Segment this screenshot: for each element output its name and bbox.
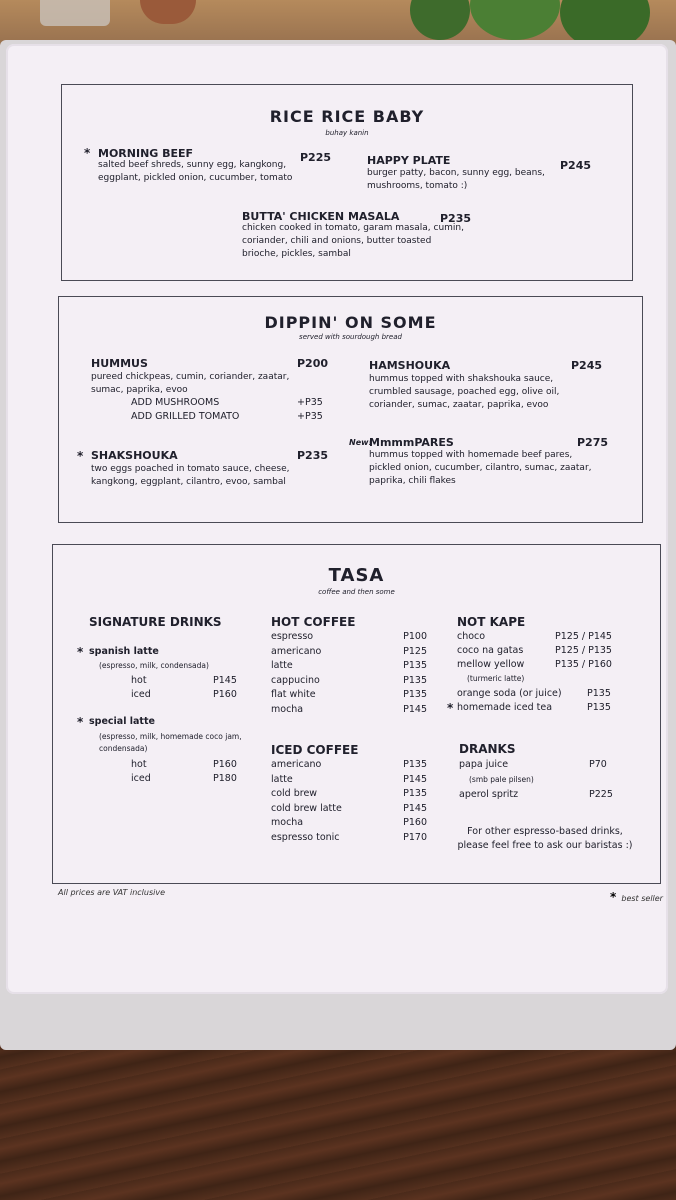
drink-name: americano: [271, 759, 322, 770]
size-label: hot: [131, 759, 147, 770]
item-name: HAPPY PLATE: [367, 154, 451, 167]
drink-price: P125: [403, 645, 427, 657]
size-price: P160: [213, 689, 237, 700]
section-title: TASA: [328, 565, 385, 586]
drink-price: P135: [587, 688, 611, 699]
best-seller-star-icon: *: [77, 449, 84, 463]
menu-row: [271, 774, 427, 789]
barista-note: [445, 825, 645, 853]
plant-pot: [140, 0, 196, 24]
section-subtitle: served with sourdough bread: [299, 333, 402, 341]
drink-price: P170: [403, 831, 427, 843]
item-name: BUTTA' CHICKEN MASALA: [242, 210, 400, 223]
column-heading: ICED COFFEE: [271, 743, 359, 757]
size-price: P180: [213, 773, 237, 784]
drink-price: P135: [403, 660, 427, 671]
section-subtitle: buhay kanin: [325, 129, 369, 137]
menu-row: [271, 817, 427, 832]
item-price: P235: [440, 212, 472, 225]
drink-note: (espresso, milk, homemade coco jam, condensada): [99, 732, 242, 753]
drink-name: papa juice: [459, 759, 509, 770]
drink-name: latte: [271, 773, 293, 785]
drink-name: mocha: [271, 817, 304, 828]
item-price: P200: [297, 357, 329, 370]
item-description: chicken cooked in tomato, garam masala, cumin, coriander, chili and onions, butter toasted brioche, pickles, sambal: [242, 223, 464, 259]
drink-name: choco: [457, 631, 486, 642]
menu-row: [271, 631, 427, 646]
best-seller-star-icon: *: [610, 890, 617, 904]
size-label: iced: [131, 773, 151, 784]
addon-name: ADD GRILLED TOMATO: [131, 411, 240, 422]
best-seller-star-icon: *: [84, 146, 91, 160]
addon-name: ADD MUSHROOMS: [131, 397, 220, 408]
drink-name: cappucino: [271, 674, 320, 686]
drink-name: special latte: [89, 716, 155, 727]
item-name: MORNING BEEF: [98, 147, 194, 160]
item-name: HUMMUS: [91, 357, 148, 370]
drink-name: americano: [271, 645, 322, 657]
new-badge: New!: [349, 438, 373, 447]
item-name: HAMSHOUKA: [369, 359, 451, 372]
drink-name: flat white: [271, 689, 316, 700]
item-price: P245: [560, 159, 592, 172]
drink-name: orange soda (or juice): [457, 688, 562, 699]
drink-price: P135: [403, 674, 427, 686]
section-tasa: [52, 544, 661, 884]
drink-price: P100: [403, 631, 427, 642]
column-heading: DRANKS: [459, 742, 516, 756]
drink-price: P135: [403, 689, 427, 700]
legend-label: best seller: [621, 894, 663, 903]
menu-row: [271, 803, 427, 818]
section-dippin: [58, 296, 643, 523]
menu-row: [271, 675, 427, 690]
drink-name: mellow yellow: [457, 659, 525, 670]
item-description: burger patty, bacon, sunny egg, beans, mushrooms, tomato :): [367, 168, 545, 191]
drink-note: (smb pale pilsen): [469, 775, 534, 784]
size-label: hot: [131, 675, 147, 686]
section-title: DIPPIN' ON SOME: [264, 313, 437, 332]
column-heading: SIGNATURE DRINKS: [89, 615, 222, 629]
section-title: RICE RICE BABY: [269, 107, 425, 126]
vat-note: All prices are VAT inclusive: [58, 888, 166, 897]
drink-name: mocha: [271, 703, 304, 715]
plant-leaf: [470, 0, 560, 40]
drink-price: P70: [589, 759, 607, 770]
size-price: P145: [213, 675, 237, 686]
drink-price: P135 / P160: [555, 659, 612, 670]
drink-name: spanish latte: [89, 646, 159, 657]
drink-note: (espresso, milk, condensada): [99, 661, 209, 670]
glass-jar: [40, 0, 110, 26]
drink-price: P125 / P135: [555, 645, 612, 656]
drink-price: P135: [403, 788, 427, 799]
drink-name: espresso: [271, 631, 314, 642]
addon-price: +P35: [297, 411, 323, 422]
drink-price: P145: [403, 703, 427, 715]
column-heading: NOT KAPE: [457, 615, 526, 629]
section-rice: [61, 84, 633, 281]
menu-row: [271, 759, 427, 774]
best-seller-star-icon: *: [447, 701, 454, 715]
item-price: P235: [297, 449, 329, 462]
item-price: P225: [300, 151, 332, 164]
drink-price: P225: [589, 789, 613, 800]
drink-price: P145: [403, 802, 427, 814]
drink-name: cold brew: [271, 788, 318, 799]
item-description: salted beef shreds, sunny egg, kangkong, eggplant, pickled onion, cucumber, tomato: [98, 160, 293, 183]
menu-row: [271, 646, 427, 661]
item-price: P245: [571, 359, 603, 372]
drink-name: latte: [271, 660, 293, 671]
item-name: MmmmPARES: [369, 436, 454, 449]
menu-row: [271, 788, 427, 803]
legend: [610, 886, 663, 905]
column-heading: HOT COFFEE: [271, 615, 356, 629]
section-subtitle: coffee and then some: [318, 588, 395, 596]
item-description: pureed chickpeas, cumin, coriander, zaatar, sumac, paprika, evoo: [91, 372, 290, 395]
item-description: two eggs poached in tomato sauce, cheese, kangkong, eggplant, cilantro, evoo, sambal: [91, 464, 290, 487]
addon-price: +P35: [297, 397, 323, 408]
menu-row: [271, 689, 427, 704]
drink-price: P135: [403, 759, 427, 770]
drink-name: homemade iced tea: [457, 702, 553, 713]
iced-coffee-list: [271, 759, 427, 846]
menu-row: [271, 660, 427, 675]
item-name: SHAKSHOUKA: [91, 449, 178, 462]
drink-price: P125 / P145: [555, 631, 612, 642]
note-line: please feel free to ask our baristas :): [457, 840, 633, 851]
drink-price: P160: [403, 817, 427, 828]
drink-price: P145: [403, 773, 427, 785]
size-label: iced: [131, 689, 151, 700]
drink-name: coco na gatas: [457, 645, 524, 656]
best-seller-star-icon: *: [77, 645, 84, 659]
hot-coffee-list: [271, 631, 427, 718]
drink-name: espresso tonic: [271, 831, 340, 843]
item-price: P275: [577, 436, 609, 449]
note-line: For other espresso-based drinks,: [467, 826, 623, 837]
menu-sheet: [6, 44, 668, 994]
drink-price: P135: [587, 702, 611, 713]
best-seller-star-icon: *: [77, 715, 84, 729]
drink-name: cold brew latte: [271, 802, 342, 814]
menu-row: [271, 832, 427, 847]
item-description: hummus topped with shakshouka sauce, crumbled sausage, poached egg, olive oil, coriander, sumac, zaatar, paprika, evoo: [369, 374, 560, 410]
item-description: hummus topped with homemade beef pares, pickled onion, cucumber, cilantro, sumac, zaatar, paprika, chili flakes: [369, 450, 592, 486]
drink-name: aperol spritz: [459, 789, 519, 800]
drink-note: (turmeric latte): [467, 674, 525, 683]
menu-row: [271, 704, 427, 719]
size-price: P160: [213, 759, 237, 770]
